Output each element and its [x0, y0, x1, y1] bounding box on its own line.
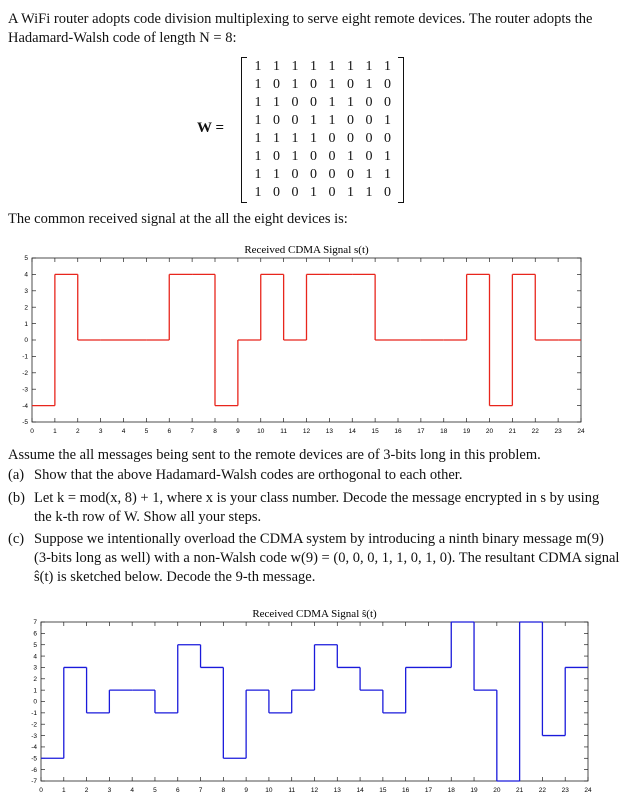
x-tick-label: 17 — [424, 787, 433, 794]
matrix-cell: 1 — [310, 131, 317, 146]
x-tick-label: 17 — [417, 428, 425, 435]
matrix-cell: 1 — [328, 59, 336, 74]
y-tick-label: 1 — [33, 687, 37, 695]
x-tick-label: 7 — [198, 787, 203, 794]
matrix-cell: 0 — [273, 113, 280, 128]
matrix-cell: 0 — [384, 77, 391, 92]
x-tick-label: 1 — [61, 787, 66, 794]
matrix-cell: 0 — [328, 167, 336, 182]
x-tick-label: 9 — [236, 428, 240, 435]
question-c-label: (c) — [8, 531, 25, 547]
y-tick-label: 5 — [33, 641, 37, 649]
x-tick-label: 10 — [265, 787, 273, 794]
chart-title: Received CDMA Signal s(t) — [244, 244, 369, 256]
matrix-cell: 1 — [328, 113, 336, 128]
received-signal-chart — [0, 238, 630, 446]
question-c-text: Suppose we intentionally overload the CDMA system by introducing a ninth binary message m(9) (3-bits long as well) with a non-Walsh code w(9) = (0, 0, 0, 1, 1, 0, 1, 0). The resultant CDMA signal ŝ(t) is sketched below. Decode the 9-th message. — [34, 531, 620, 585]
x-tick-label: 12 — [302, 428, 311, 435]
y-tick-label: -6 — [31, 766, 37, 774]
overloaded-signal-chart — [0, 600, 630, 801]
x-tick-label: 5 — [144, 428, 149, 435]
x-tick-label: 23 — [554, 428, 562, 435]
y-tick-label: 3 — [33, 664, 37, 672]
matrix-cell: 0 — [310, 95, 317, 110]
matrix-cell: 1 — [254, 167, 262, 182]
x-tick-label: 8 — [213, 428, 217, 435]
x-tick-label: 18 — [440, 428, 448, 435]
matrix-cell: 0 — [291, 167, 299, 182]
y-tick-label: 3 — [24, 288, 28, 295]
question-b-text: Let k = mod(x, 8) + 1, where x is your class number. Decode the message encrypted in s by using the k-th row of W. Show all your steps. — [34, 490, 600, 525]
matrix-cell: 1 — [291, 131, 299, 146]
x-tick-label: 11 — [288, 787, 296, 794]
x-tick-label: 0 — [39, 787, 43, 794]
matrix-cell: 0 — [328, 149, 336, 164]
x-tick-label: 21 — [516, 787, 524, 794]
matrix-cell: 1 — [310, 113, 317, 128]
matrix-cell: 0 — [273, 77, 280, 92]
x-tick-label: 9 — [244, 787, 248, 794]
matrix-cell: 1 — [310, 59, 317, 74]
matrix-cell: 1 — [273, 167, 280, 182]
x-tick-label: 24 — [584, 787, 592, 794]
matrix-cell: 0 — [384, 95, 391, 110]
matrix-cell: 1 — [328, 95, 336, 110]
x-tick-label: 2 — [84, 787, 89, 794]
x-tick-label: 12 — [310, 787, 319, 794]
matrix-cell: 1 — [254, 149, 262, 164]
x-tick-label: 15 — [371, 428, 379, 435]
x-tick-label: 6 — [167, 428, 172, 435]
matrix-cell: 1 — [365, 77, 373, 92]
x-tick-label: 13 — [325, 428, 333, 435]
matrix-left-bracket — [241, 57, 247, 203]
matrix-cell: 1 — [347, 185, 354, 200]
x-tick-label: 13 — [333, 787, 341, 794]
question-a-label: (a) — [8, 467, 25, 483]
matrix-cell: 1 — [254, 95, 262, 110]
matrix-cell: 0 — [365, 113, 373, 128]
y-tick-label: -2 — [22, 370, 28, 377]
x-tick-label: 7 — [190, 428, 194, 435]
y-tick-label: 7 — [33, 619, 37, 627]
x-tick-label: 23 — [561, 787, 569, 794]
x-tick-label: 21 — [508, 428, 516, 435]
y-tick-label: 2 — [24, 304, 28, 312]
x-tick-label: 14 — [348, 428, 356, 435]
matrix-cell: 1 — [291, 77, 299, 92]
y-tick-label: 6 — [33, 630, 37, 638]
matrix-cell: 1 — [384, 149, 391, 164]
question-a-text: Show that the above Hadamard-Walsh codes are orthogonal to each other. — [34, 467, 463, 483]
x-tick-label: 19 — [463, 428, 471, 435]
matrix-cell: 0 — [273, 149, 280, 164]
x-tick-label: 6 — [175, 787, 180, 794]
x-tick-label: 18 — [447, 787, 455, 794]
y-tick-label: -5 — [31, 755, 37, 763]
matrix-cell: 1 — [328, 77, 336, 92]
x-tick-label: 11 — [280, 428, 287, 435]
matrix-cell: 0 — [347, 77, 354, 92]
received-signal-text: The common received signal at the all the eight devices is: — [8, 211, 348, 227]
matrix-cell: 1 — [310, 185, 317, 200]
x-tick-label: 19 — [470, 787, 478, 794]
y-tick-label: -1 — [22, 353, 28, 361]
y-tick-label: 1 — [24, 320, 28, 328]
y-tick-label: 0 — [24, 337, 28, 345]
x-tick-label: 22 — [531, 428, 539, 435]
walsh-matrix — [241, 57, 404, 203]
x-tick-label: 1 — [53, 428, 57, 435]
matrix-cell: 1 — [384, 167, 391, 182]
x-tick-label: 24 — [577, 428, 585, 435]
x-tick-label: 3 — [107, 787, 112, 794]
question-b-label: (b) — [8, 490, 25, 506]
matrix-right-bracket — [398, 57, 404, 203]
matrix-cell: 0 — [384, 131, 391, 146]
matrix-cell: 1 — [347, 59, 354, 74]
assumption-text: Assume the all messages being sent to the remote devices are of 3-bits long in this problem. — [8, 447, 541, 463]
matrix-cell: 0 — [273, 185, 280, 200]
matrix-cell: 1 — [254, 59, 262, 74]
matrix-cell: 0 — [328, 185, 336, 200]
y-tick-label: -3 — [22, 386, 28, 394]
matrix-cell: 1 — [273, 95, 280, 110]
matrix-cell: 0 — [310, 149, 317, 164]
matrix-cell: 0 — [310, 77, 317, 92]
y-tick-label: -4 — [22, 402, 28, 410]
signal-series — [32, 274, 581, 405]
matrix-cell: 1 — [347, 149, 354, 164]
matrix-cell: 1 — [384, 59, 391, 74]
matrix-cell: 1 — [273, 59, 280, 74]
matrix-cell: 1 — [384, 113, 391, 128]
matrix-cell: 0 — [347, 131, 354, 146]
x-tick-label: 10 — [257, 428, 265, 435]
matrix-cell: 1 — [273, 131, 280, 146]
matrix-cell: 0 — [365, 95, 373, 110]
y-tick-label: -3 — [31, 732, 37, 740]
matrix-cell: 1 — [347, 95, 354, 110]
matrix-cell: 1 — [254, 131, 262, 146]
x-tick-label: 3 — [98, 428, 103, 435]
matrix-cell: 0 — [347, 167, 354, 182]
x-tick-label: 5 — [153, 787, 157, 794]
matrix-cell: 1 — [365, 59, 373, 74]
y-tick-label: 2 — [33, 675, 37, 683]
matrix-cell: 1 — [254, 77, 262, 92]
intro-paragraph: A WiFi router adopts code division multiplexing to serve eight remote devices. The router adopts the Hadamard-Walsh code of length N = 8: — [8, 11, 593, 46]
matrix-cell: 1 — [291, 59, 299, 74]
x-tick-label: 16 — [394, 428, 402, 435]
matrix-cell: 0 — [328, 131, 336, 146]
matrix-cell: 0 — [291, 95, 299, 110]
matrix-cell: 1 — [254, 185, 262, 200]
y-tick-label: -5 — [22, 419, 28, 427]
y-tick-label: 4 — [33, 653, 37, 661]
matrix-cell: 1 — [365, 167, 373, 182]
matrix-cell: 0 — [291, 185, 299, 200]
x-tick-label: 22 — [538, 787, 547, 794]
x-tick-label: 20 — [493, 787, 501, 794]
matrix-cell: 0 — [291, 113, 299, 128]
signal-series — [41, 622, 588, 781]
chart-title: Received CDMA Signal ŝ(t) — [252, 608, 377, 620]
matrix-cell: 0 — [310, 167, 317, 182]
x-tick-label: 15 — [379, 787, 387, 794]
matrix-cell: 0 — [347, 113, 354, 128]
x-tick-label: 4 — [121, 428, 126, 435]
matrix-cell: 0 — [365, 131, 373, 146]
matrix-label: W = — [197, 120, 225, 136]
x-tick-label: 4 — [130, 787, 134, 794]
y-tick-label: -7 — [31, 778, 37, 786]
y-tick-label: 5 — [24, 255, 28, 263]
matrix-cell: 0 — [365, 149, 373, 164]
matrix-cell: 1 — [291, 149, 299, 164]
x-tick-label: 20 — [485, 428, 494, 435]
y-tick-label: -1 — [31, 710, 37, 718]
y-tick-label: -2 — [31, 721, 37, 729]
matrix-cell: 1 — [254, 113, 262, 128]
x-tick-label: 0 — [30, 428, 34, 435]
x-tick-label: 16 — [402, 787, 410, 794]
x-tick-label: 14 — [356, 787, 364, 794]
matrix-cell: 1 — [365, 185, 373, 200]
y-tick-label: 4 — [24, 271, 28, 279]
y-tick-label: -4 — [31, 744, 37, 752]
x-tick-label: 8 — [221, 787, 226, 794]
x-tick-label: 2 — [75, 428, 80, 435]
y-tick-label: 0 — [33, 698, 37, 706]
matrix-cell: 0 — [384, 185, 391, 200]
